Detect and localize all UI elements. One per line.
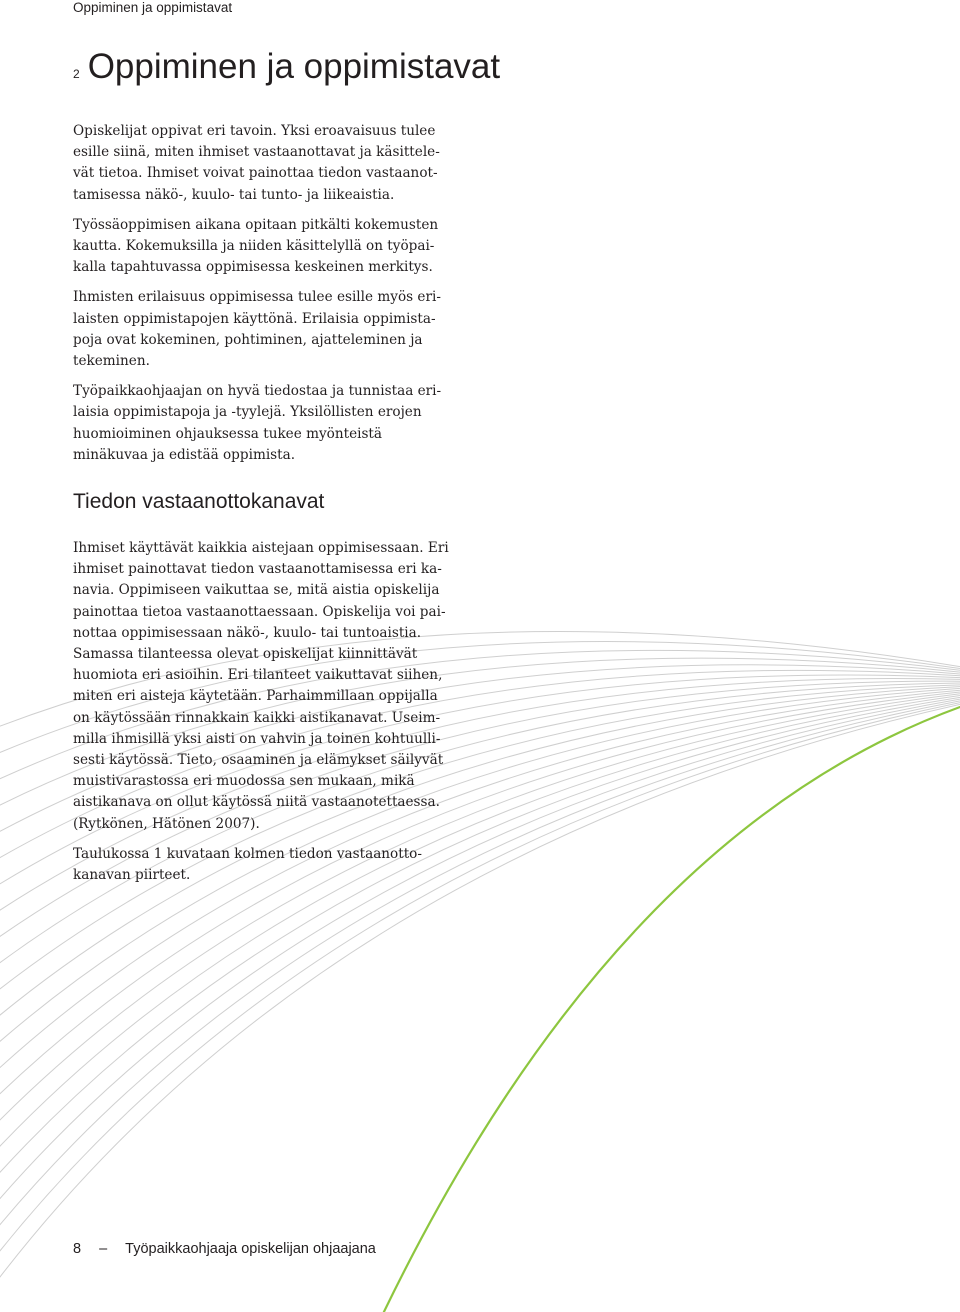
text-line: muistivarastossa eri muodossa sen mukaan, mikä [73, 773, 415, 790]
paragraph [73, 538, 473, 835]
text-line: (Rytkönen, Hätönen 2007). [73, 815, 260, 832]
text-line: nottaa oppimisessaan näkö-, kuulo- tai tuntoaistia. [73, 624, 422, 641]
text-line: kalla tapahtuvassa oppimisessa keskeinen merkitys. [73, 259, 433, 276]
text-line: laisten oppimistapojen käyttönä. Erilaisia oppimista- [73, 310, 436, 327]
text-line: Samassa tilanteessa olevat opiskelijat kiinnittävät [73, 646, 418, 663]
intro-text [73, 121, 473, 475]
text-line: poja ovat kokeminen, pohtiminen, ajatteleminen ja [73, 331, 423, 348]
text-line: miten eri aisteja käytetään. Parhaimmillaan oppijalla [73, 688, 438, 705]
chapter-number: 2 [73, 67, 80, 81]
paragraph [73, 287, 473, 372]
text-line: sesti käytössä. Tieto, osaaminen ja elämykset säilyvät [73, 752, 444, 769]
text-line: laisia oppimistapoja ja -tyylejä. Yksilöllisten erojen [73, 404, 422, 421]
text-line: tamisessa näkö-, kuulo- tai tunto- ja liikeaistia. [73, 186, 395, 203]
section-heading: Tiedon vastaanottokanavat [73, 490, 325, 513]
publication-title: Työpaikkaohjaaja opiskelijan ohjaajana [125, 1241, 376, 1257]
page-number: 8 [73, 1241, 82, 1257]
text-line: Opiskelijat oppivat eri tavoin. Yksi eroavaisuus tulee [73, 123, 436, 139]
page-footer [73, 1241, 376, 1257]
text-line: Ihmiset käyttävät kaikkia aistejaan oppimisessaan. Eri [73, 540, 449, 556]
text-line: aistikanava on ollut käytössä niitä vastaanotettaessa. [73, 794, 440, 811]
text-line: minäkuvaa ja edistää oppimista. [73, 446, 296, 463]
text-line: kanavan piirteet. [73, 867, 191, 884]
text-line: esille siinä, miten ihmiset vastaanottavat ja käsittele- [73, 144, 440, 161]
text-line: Taulukossa 1 kuvataan kolmen tiedon vastaanotto- [73, 845, 422, 862]
text-line: huomiota eri asioihin. Eri tilanteet vaikuttavat siihen, [73, 667, 443, 684]
text-line: Työssäoppimisen aikana opitaan pitkälti kokemusten [73, 216, 439, 233]
text-line: navia. Oppimiseen vaikuttaa se, mitä aistia opiskelija [73, 582, 440, 599]
text-line: milla ihmisillä yksi aisti on vahvin ja toinen kohtuulli- [73, 730, 441, 747]
paragraph [73, 844, 473, 886]
paragraph [73, 215, 473, 279]
paragraph [73, 121, 473, 206]
text-line: painottaa tietoa vastaanottaessaan. Opiskelija voi pai- [73, 603, 446, 620]
text-line: on käytössään rinnakkain kaikki aistikanavat. Useim- [73, 709, 441, 726]
text-line: Työpaikkaohjaajan on hyvä tiedostaa ja tunnistaa eri- [73, 383, 442, 400]
text-line: tekeminen. [73, 353, 150, 370]
footer-separator: – [99, 1241, 108, 1257]
running-header: Oppiminen ja oppimistavat [73, 0, 233, 15]
section-text [73, 538, 473, 895]
chapter-title: Oppiminen ja oppimistavat [87, 47, 501, 86]
text-line: kautta. Kokemuksilla ja niiden käsittelyllä on työpai- [73, 238, 435, 255]
paragraph [73, 381, 473, 466]
text-line: Ihmisten erilaisuus oppimisessa tulee esille myös eri- [73, 289, 441, 306]
text-line: huomioiminen ohjauksessa tukee myönteistä [73, 425, 382, 442]
text-line: ihmiset painottavat tiedon vastaanottamisessa eri ka- [73, 561, 442, 578]
chapter-heading [73, 47, 500, 87]
text-line: vät tietoa. Ihmiset voivat painottaa tiedon vastaanot- [73, 165, 438, 182]
